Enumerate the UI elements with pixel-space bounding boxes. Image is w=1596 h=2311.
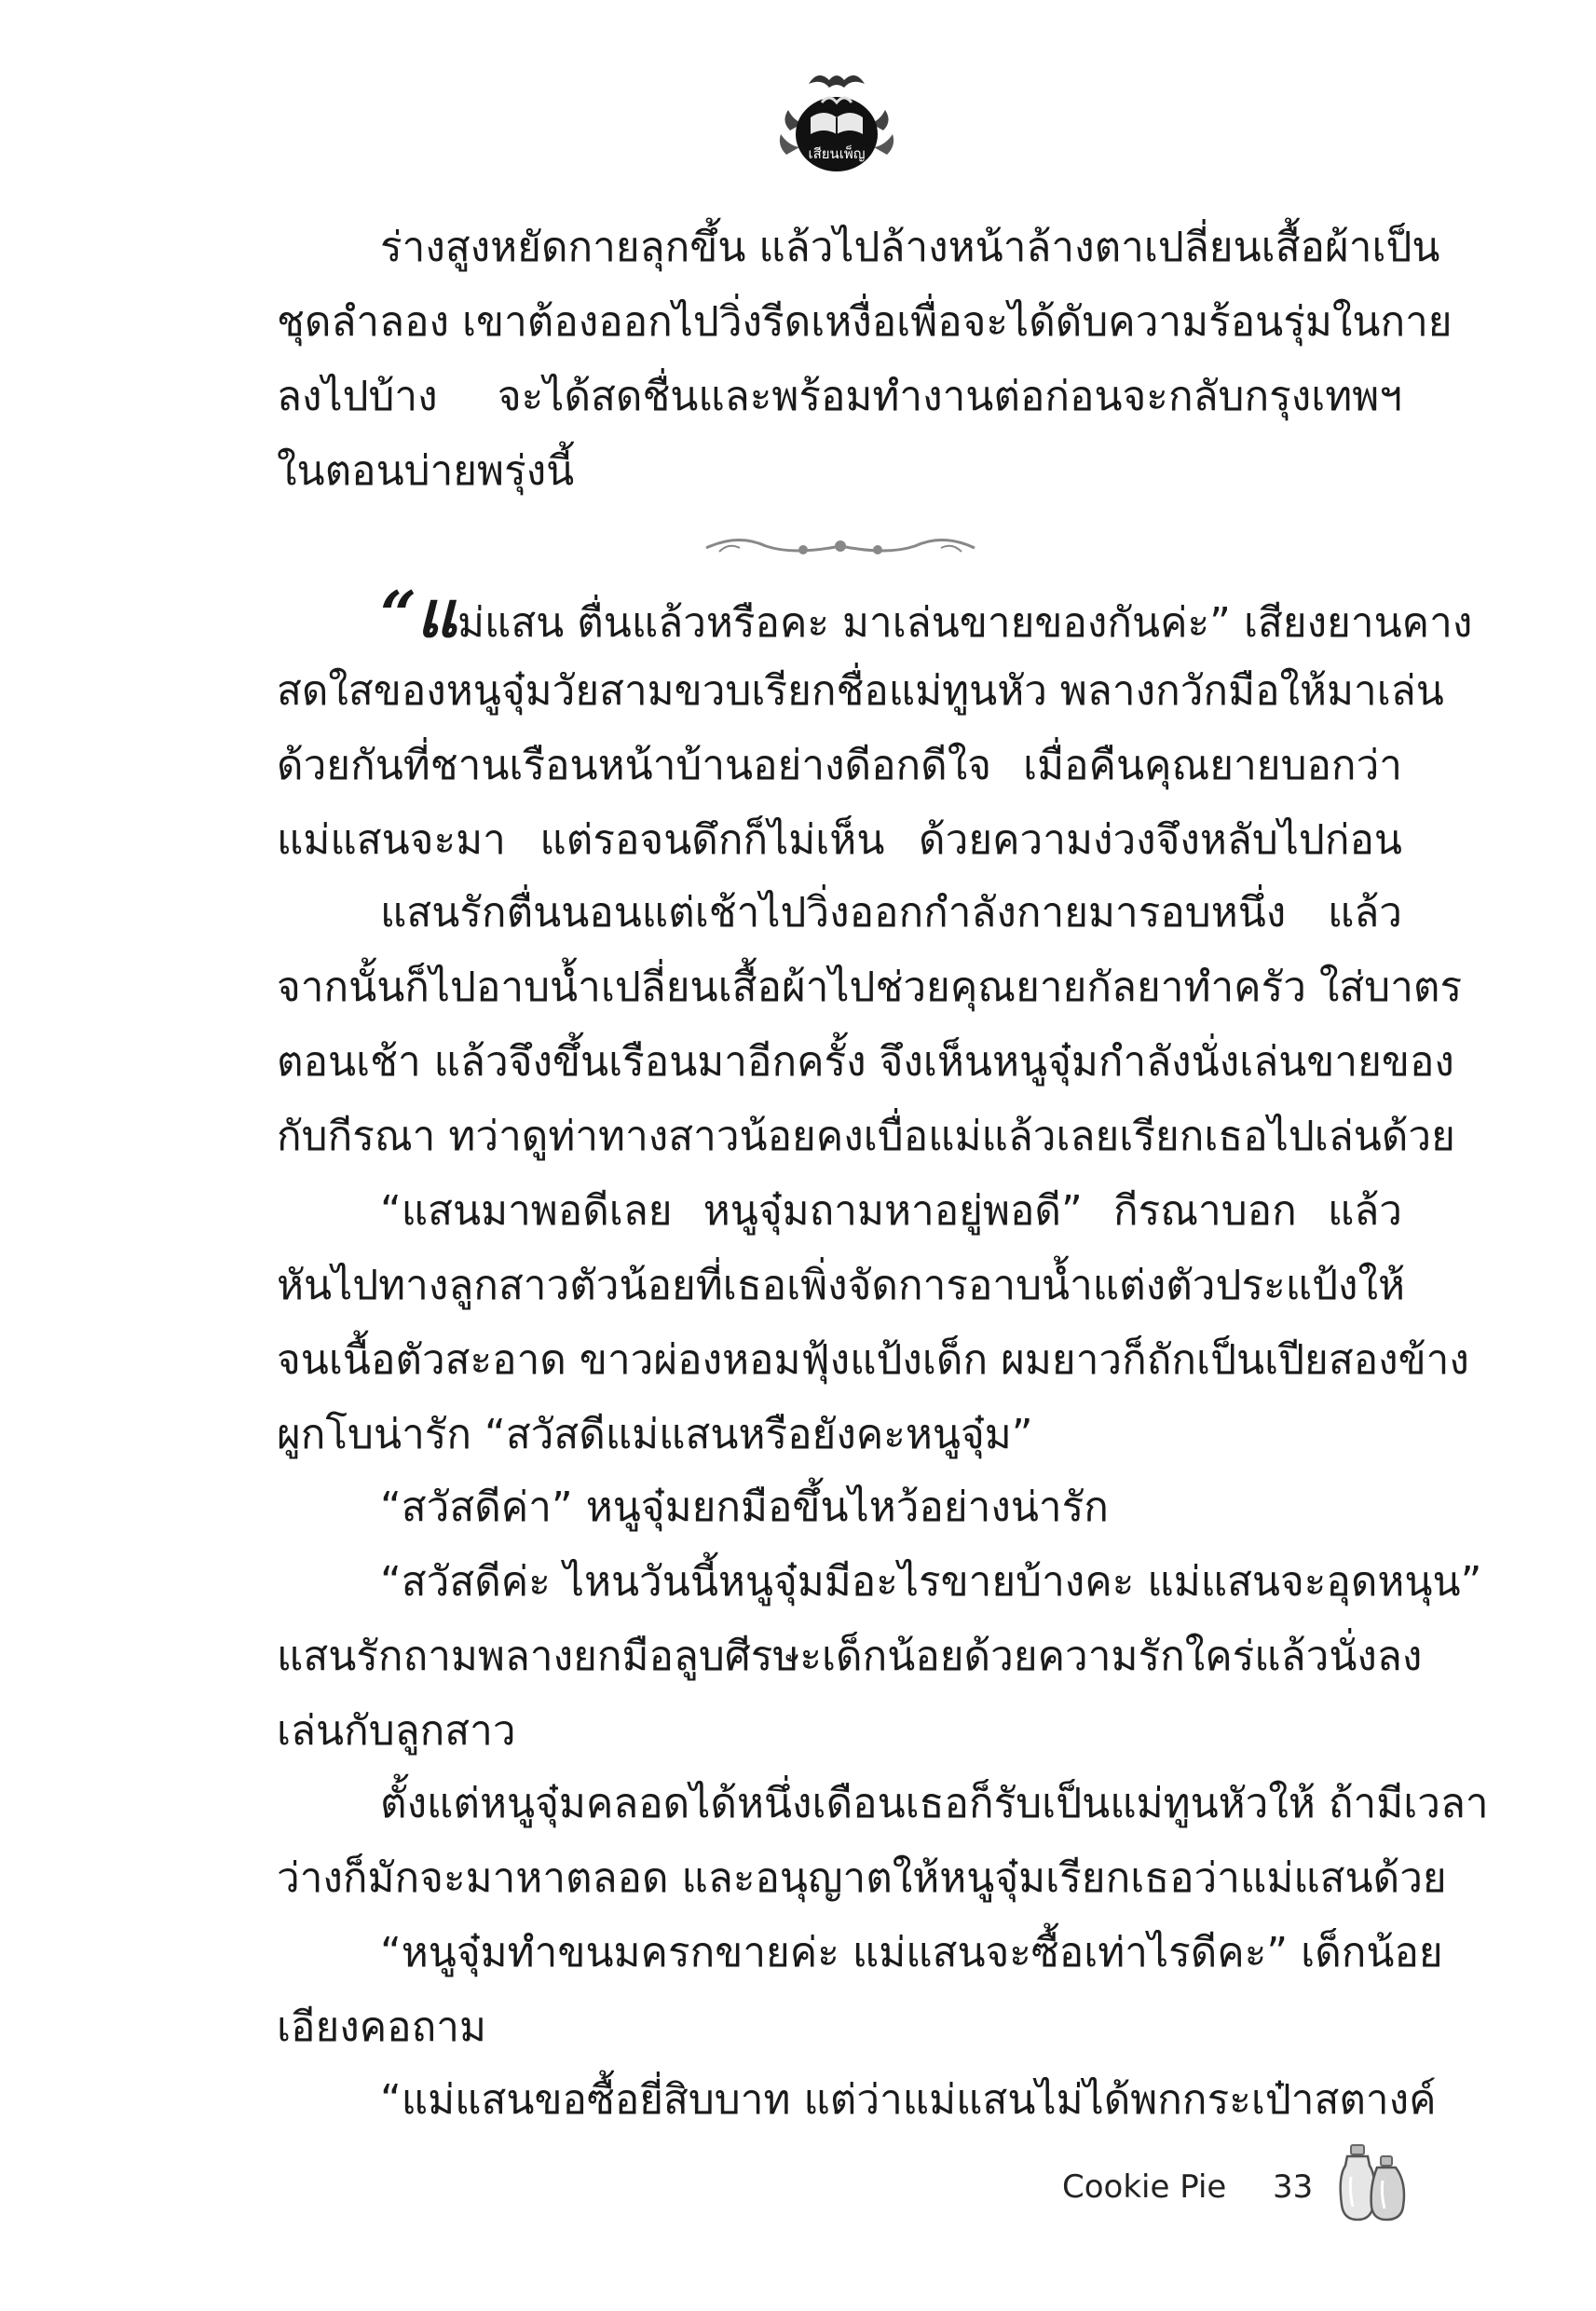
text-line: จนเนื้อตัวสะอาด ขาวผ่องหอมฟุ้งแป้งเด็ก ผมยาวก็ถักเป็นเปียสองข้าง [277,1336,1469,1384]
page-footer [1062,2164,1313,2210]
text-line: ลงไปบ้าง จะได้สดชื่นและพร้อมทำงานต่อก่อนจะกลับกรุงเทพฯ [277,373,1402,420]
dropcap: “แ [380,578,457,652]
footer-title: Cookie Pie [1062,2168,1227,2206]
text-fragment: ม่แสน ตื่นแล้วหรือคะ มาเล่นขายของกันค่ะ” เสียงยานคาง [457,599,1473,647]
page-number: 33 [1272,2168,1314,2206]
text-line: “สวัสดีค่ะ ไหนวันนี้หนูจุ๋มมีอะไรขายบ้างคะ แม่แสนจะอุดหนุน” [380,1558,1482,1606]
perfume-bottles-icon [1329,2140,1414,2225]
text-line: แสนรักถามพลางยกมือลูบศีรษะเด็กน้อยด้วยความรักใคร่แล้วนั่งลง [277,1633,1423,1680]
text-line: ว่างก็มักจะมาหาตลอด และอนุญาตให้หนูจุ๋มเรียกเธอว่าแม่แสนด้วย [277,1854,1447,1902]
text-line: จากนั้นก็ไปอาบน้ำเปลี่ยนเสื้อผ้าไปช่วยคุณยายกัลยาทำครัว ใส่บาตร [277,964,1463,1011]
text-line: เอียงคอถาม [277,2003,486,2051]
text-line: เล่นกับลูกสาว [277,1707,516,1755]
text-line: แสนรักตื่นนอนแต่เช้าไปวิ่งออกกำลังกายมารอบหนึ่ง แล้ว [380,889,1402,937]
text-line: สดใสของหนูจุ๋มวัยสามขวบเรียกชื่อแม่ทูนหัว พลางกวักมือให้มาเล่น [277,667,1444,715]
text-line: “แม่แสนขอซื้อยี่สิบบาท แต่ว่าแม่แสนไม่ได้พกกระเป๋าสตางค์ [380,2076,1437,2124]
emblem-text: เสียนเพ็ญ [808,145,866,162]
book-emblem-icon [771,65,902,177]
text-line: ผูกโบน่ารัก “สวัสดีแม่แสนหรือยังคะหนูจุ๋ม” [277,1411,1033,1458]
text-line: กับกีรณา ทว่าดูท่าทางสาวน้อยคงเบื่อแม่แล้วเลยเรียกเธอไปเล่นด้วย [277,1113,1455,1160]
text-line: ชุดลำลอง เขาต้องออกไปวิ่งรีดเหงื่อเพื่อจะได้ดับความร้อนรุ่มในกาย [277,298,1453,346]
text-line: หันไปทางลูกสาวตัวน้อยที่เธอเพิ่งจัดการอาบน้ำแต่งตัวประแป้งให้ [277,1262,1405,1309]
text-line: ตั้งแต่หนูจุ๋มคลอดได้หนึ่งเดือนเธอก็รับเป็นแม่ทูนหัวให้ ถ้ามีเวลา [380,1780,1489,1827]
text-line: ร่างสูงหยัดกายลุกขึ้น แล้วไปล้างหน้าล้างตาเปลี่ยนเสื้อผ้าเป็น [380,224,1440,271]
text-line: “แสนมาพอดีเลย หนูจุ๋มถามหาอยู่พอดี” กีรณาบอก แล้ว [380,1187,1402,1235]
text-line: ด้วยกันที่ชานเรือนหน้าบ้านอย่างดีอกดีใจ เมื่อคืนคุณยายบอกว่า [277,742,1402,789]
ornamental-divider-icon [701,529,980,563]
text-line: ในตอนบ่ายพรุ่งนี้ [277,447,575,495]
text-line [380,578,1473,652]
text-line: “หนูจุ๋มทำขนมครกขายค่ะ แม่แสนจะซื้อเท่าไรดีคะ” เด็กน้อย [380,1929,1443,1976]
text-line: ตอนเช้า แล้วจึงขึ้นเรือนมาอีกครั้ง จึงเห็นหนูจุ๋มกำลังนั่งเล่นขายของ [277,1038,1454,1086]
text-line: แม่แสนจะมา แต่รอจนดึกก็ไม่เห็น ด้วยความง่วงจึงหลับไปก่อน [277,816,1402,864]
text-line: “สวัสดีค่า” หนูจุ๋มยกมือขึ้นไหว้อย่างน่ารัก [380,1484,1109,1531]
